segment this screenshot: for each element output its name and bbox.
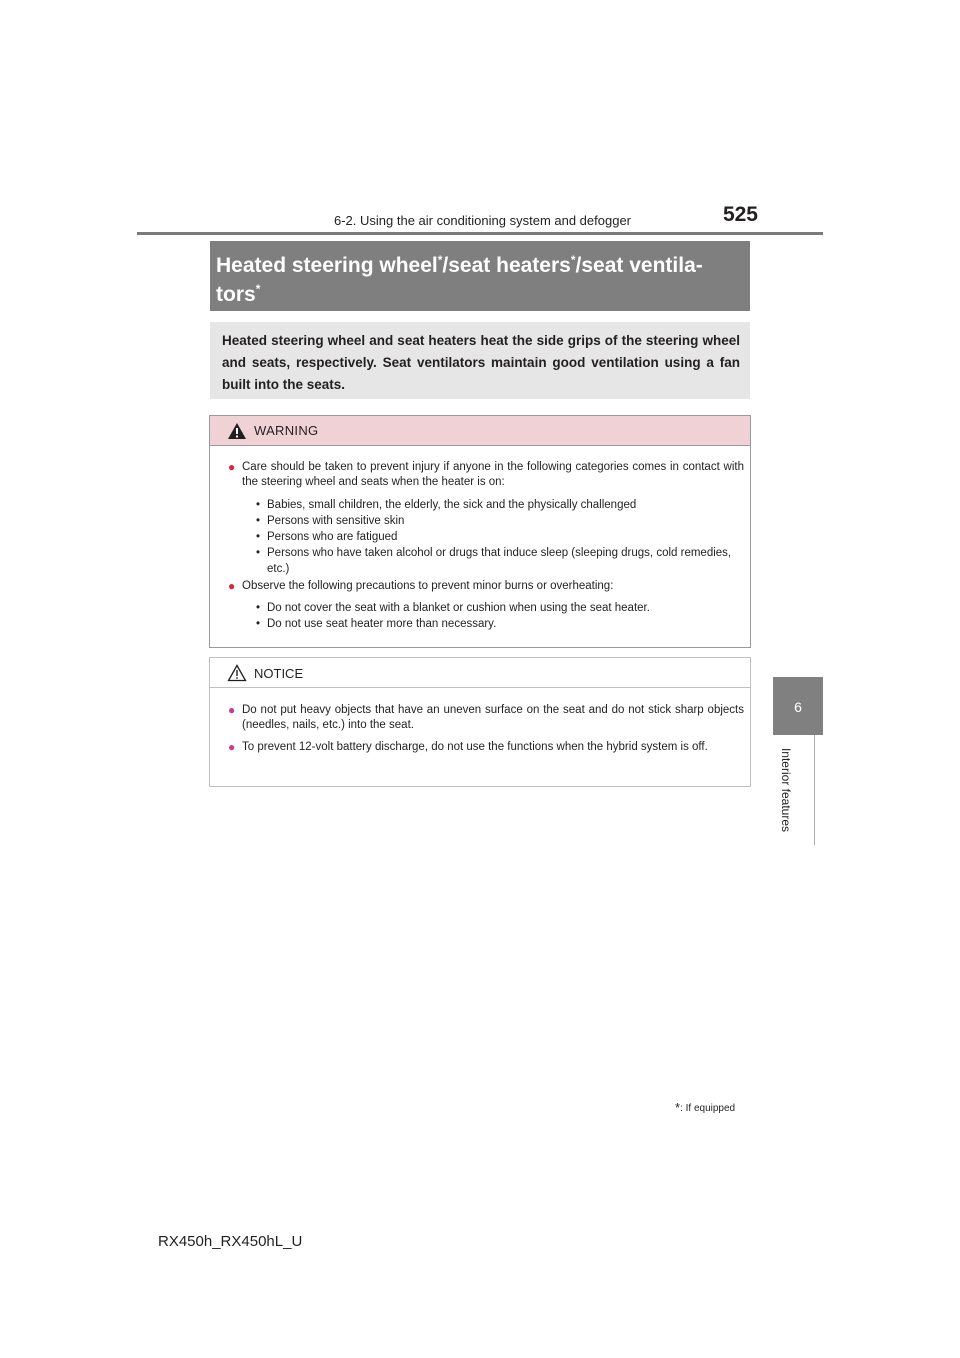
warning-box <box>209 415 751 648</box>
warning-title: WARNING <box>254 423 319 438</box>
footnote <box>675 1100 755 1115</box>
warning-subitem: • Do not cover the seat with a blanket or cushion when using the seat heater. <box>256 602 650 614</box>
chapter-label: Interior features <box>779 747 793 833</box>
warning-item: ● Observe the following precautions to prevent minor burns or overheating: <box>228 579 614 593</box>
notice-triangle-icon <box>227 664 247 682</box>
warning-subitem: • Babies, small children, the elderly, the sick and the physically challenged <box>256 499 637 511</box>
warning-header <box>210 416 750 446</box>
footnote-star-3: * <box>255 282 261 296</box>
chapter-number: 6 <box>794 699 802 715</box>
footnote-star-icon: * <box>675 1100 681 1115</box>
chapter-divider <box>814 735 815 845</box>
page-number: 525 <box>722 203 758 226</box>
footnote-star-1: * <box>437 253 443 267</box>
page-title: Heated steering wheel*/seat heaters*/seat ventila- tors* <box>216 253 703 306</box>
section-title: 6-2. Using the air conditioning system and defogger <box>334 213 632 228</box>
bullet-icon: ● <box>228 579 236 593</box>
header-divider <box>137 232 823 235</box>
footnote-star-2: * <box>570 253 576 267</box>
section-title-bar <box>210 241 750 311</box>
footnote-text: : If equipped <box>680 1103 736 1114</box>
chapter-side-label <box>776 745 796 845</box>
bullet-icon: ● <box>228 740 236 754</box>
warning-subitem: • Persons who have taken alcohol or drugs that induce sleep (sleeping drugs, cold remedies, etc.) <box>256 547 732 575</box>
intro-box <box>210 322 750 399</box>
warning-triangle-icon <box>227 422 247 440</box>
page-header <box>210 200 760 230</box>
notice-box <box>209 657 751 787</box>
notice-header <box>210 658 750 688</box>
bullet-icon: ● <box>228 460 236 474</box>
model-code: RX450h_RX450hL_U <box>158 1233 303 1250</box>
notice-item: ● Do not put heavy objects that have an uneven surface on the seat and do not stick sharp objects (needles, nails, etc.) into the seat. <box>228 703 744 731</box>
warning-item: ● Care should be taken to prevent injury if anyone in the following categories comes in contact with the steering wheel and seats when the heater is on: <box>228 460 744 488</box>
warning-subitem: • Persons with sensitive skin <box>256 515 405 527</box>
bullet-icon: ● <box>228 703 236 717</box>
warning-subitem: • Persons who are fatigued <box>256 531 398 543</box>
chapter-tab <box>773 677 823 735</box>
notice-item: ● To prevent 12-volt battery discharge, do not use the functions when the hybrid system is off. <box>228 740 708 754</box>
warning-subitem: • Do not use seat heater more than necessary. <box>256 618 497 630</box>
notice-title: NOTICE <box>254 666 304 681</box>
intro-text: Heated steering wheel and seat heaters heat the side grips of the steering wheel and seats, respectively. Seat ventilators maintain good ventilation using a fan built into the seats. <box>222 333 740 392</box>
